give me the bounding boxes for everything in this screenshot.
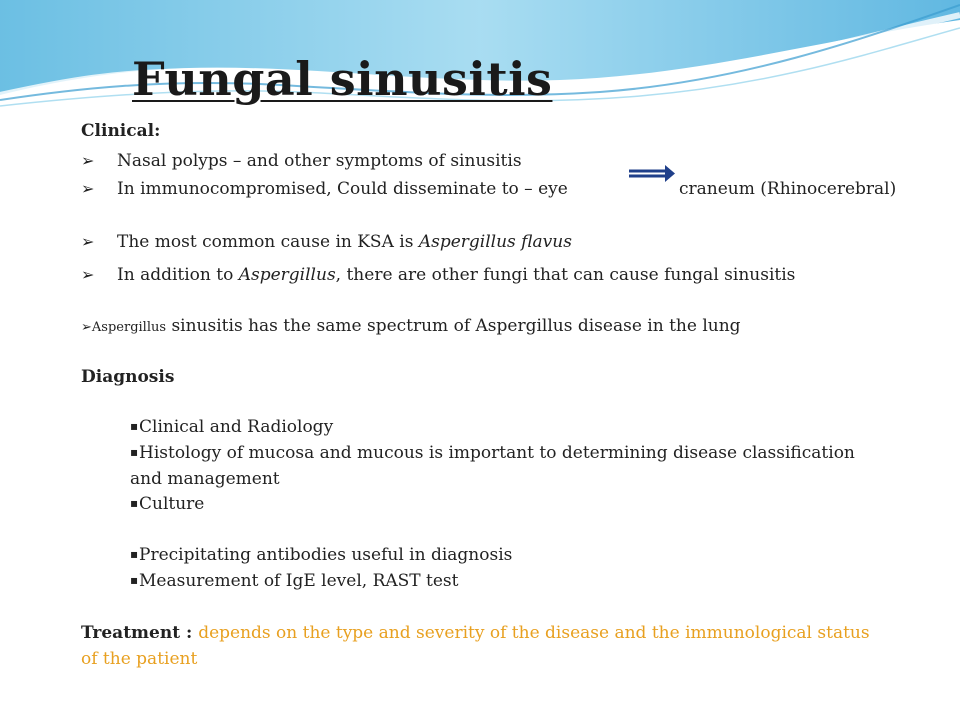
arrow-bullet-icon: ➢ [81, 179, 95, 198]
treatment-text-continued: of the patient [81, 649, 198, 669]
arrow-bullet-icon: ➢ [81, 151, 95, 170]
arrow-bullet-icon: ➢ [81, 265, 95, 284]
bullet-nasal-polyps: ➢ Nasal polyps – and other symptoms of sinusitis [81, 148, 522, 174]
diagnosis-item: ▪Clinical and Radiology [130, 414, 333, 441]
slide-title: Fungal sinusitis [132, 52, 553, 106]
bullet-common-cause: ➢ The most common cause in KSA is Aspergillus flavus [81, 229, 572, 255]
square-bullet-icon: ▪ [130, 573, 139, 587]
treatment-label: Treatment : [81, 623, 199, 643]
diagnosis-item-continued: and management [130, 469, 280, 489]
diagnosis-item: ▪Culture [130, 491, 204, 518]
diagnosis-item: ▪Histology of mucosa and mucous is important to determining disease classification [130, 440, 855, 467]
diagnosis-heading: Diagnosis [81, 367, 175, 387]
diagnosis-item: ▪Measurement of IgE level, RAST test [130, 568, 459, 595]
treatment-text: depends on the type and severity of the disease and the immunological status [198, 623, 870, 643]
aspergillus-flavus-text: Aspergillus flavus [418, 232, 572, 252]
bullet-immunocompromised: ➢ In immunocompromised, Could disseminate to – eye [81, 176, 568, 202]
craneum-text: craneum (Rhinocerebral) [679, 179, 897, 199]
square-bullet-icon: ▪ [130, 496, 139, 510]
bullet-aspergillus-spectrum: ➢Aspergillus sinusitis has the same spectrum of Aspergillus disease in the lung [81, 316, 741, 336]
treatment-line [81, 620, 870, 646]
arrow-bullet-icon: ➢ [81, 320, 92, 335]
square-bullet-icon: ▪ [130, 419, 139, 433]
arrow-bullet-icon: ➢ [81, 232, 95, 251]
square-bullet-icon: ▪ [130, 547, 139, 561]
square-bullet-icon: ▪ [130, 445, 139, 459]
right-arrow-icon [627, 163, 677, 185]
bullet-other-fungi: ➢ In addition to Aspergillus, there are other fungi that can cause fungal sinusitis [81, 262, 795, 288]
diagnosis-item: ▪Precipitating antibodies useful in diagnosis [130, 542, 512, 569]
clinical-heading: Clinical: [81, 121, 161, 141]
